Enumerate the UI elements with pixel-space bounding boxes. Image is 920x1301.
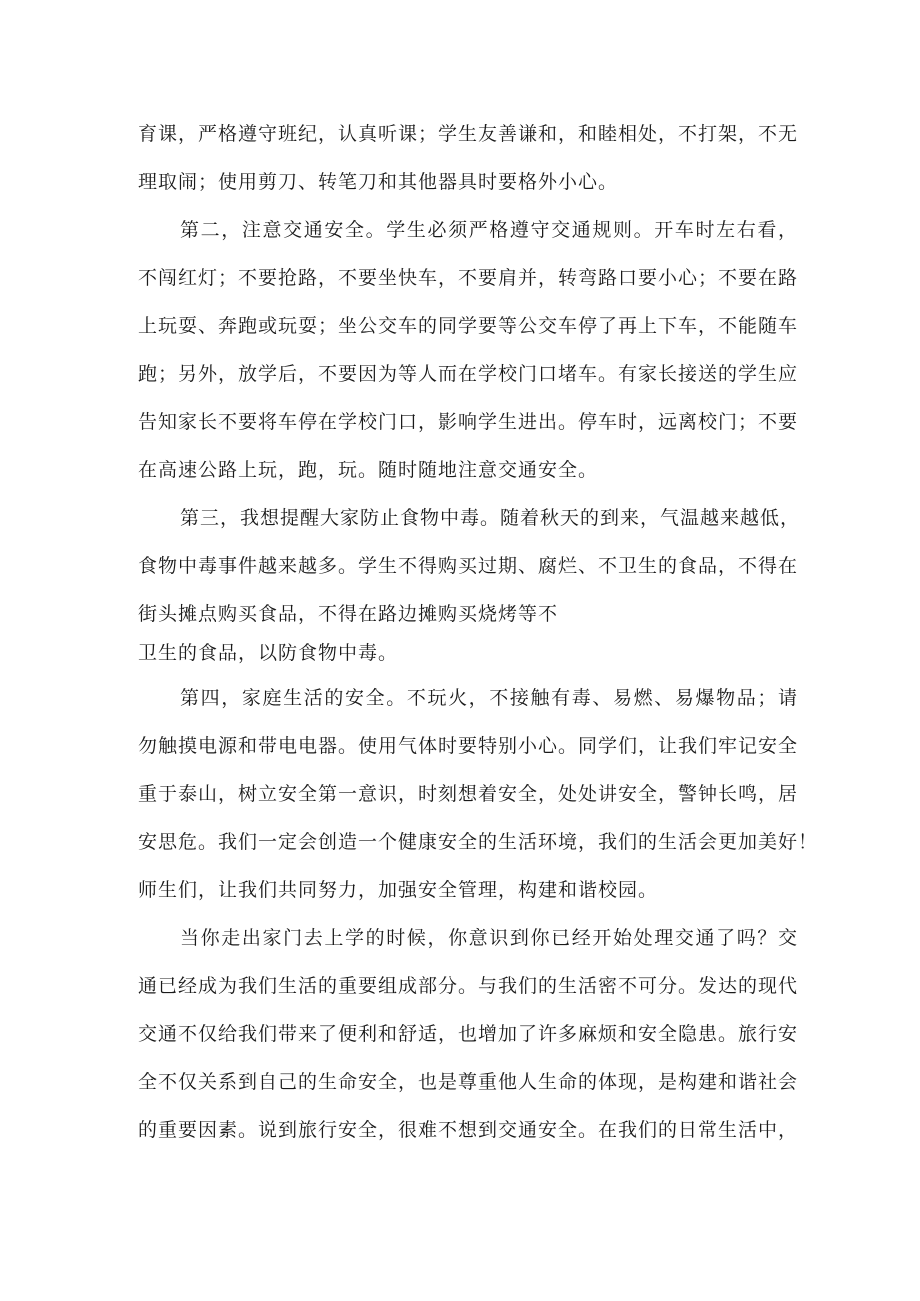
text-line: 安思危。我们一定会创造一个健康安全的生活环境，我们的生活会更加美好！: [138, 831, 819, 853]
text-line: 交通不仅给我们带来了便利和舒适，也增加了许多麻烦和安全隐患。旅行安: [138, 1023, 799, 1045]
text-line: 理取闹；使用剪刀、转笔刀和其他器具时要格外小心。: [138, 171, 619, 193]
text-line: 街头摊点购买食品，不得在路边摊购买烧烤等不: [138, 603, 559, 625]
text-line: 育课，严格遵守班纪，认真听课；学生友善谦和，和睦相处，不打架，不无: [138, 123, 799, 145]
text-line: 卫生的食品，以防食物中毒。: [138, 642, 399, 664]
paragraph-traffic-safety: [138, 206, 798, 494]
text-line: 上玩耍、奔跑或玩耍；坐公交车的同学要等公交车停了再上下车，不能随车: [138, 315, 799, 337]
text-line: 在高速公路上玩，跑，玩。随时随地注意交通安全。: [138, 459, 599, 481]
paragraph-class-discipline: [138, 110, 798, 206]
text-line: 跑；另外，放学后，不要因为等人而在学校门口堵车。有家长接送的学生应: [138, 363, 799, 385]
text-line: 食物中毒事件越来越多。学生不得购买过期、腐烂、不卫生的食品，不得在: [138, 555, 799, 577]
paragraph-home-safety: [138, 674, 819, 914]
document-body: [138, 110, 819, 1154]
text-line: 第二，注意交通安全。学生必须严格遵守交通规则。开车时左右看，: [180, 219, 798, 241]
text-line: 第四，家庭生活的安全。不玩火，不接触有毒、易燃、易爆物品；请: [180, 687, 798, 709]
text-line: 勿触摸电源和带电电器。使用气体时要特别小心。同学们，让我们牢记安全: [138, 735, 799, 757]
text-line: 告知家长不要将车停在学校门口，影响学生进出。停车时，远离校门；不要: [138, 411, 799, 433]
text-line: 重于泰山，树立安全第一意识，时刻想着安全，处处讲安全，警钟长鸣，居: [138, 783, 799, 805]
text-line: 通已经成为我们生活的重要组成部分。与我们的生活密不可分。发达的现代: [138, 975, 799, 997]
text-line: 不闯红灯；不要抢路，不要坐快车，不要肩并，转弯路口要小心；不要在路: [138, 267, 799, 289]
text-line: 全不仅关系到自己的生命安全，也是尊重他人生命的体现，是构建和谐社会: [138, 1071, 799, 1093]
text-line: 师生们，让我们共同努力，加强安全管理，构建和谐校园。: [138, 879, 659, 901]
text-line: 的重要因素。说到旅行安全，很难不想到交通安全。在我们的日常生活中，: [138, 1119, 799, 1141]
text-line: 第三，我想提醒大家防止食物中毒。随着秋天的到来，气温越来越低，: [180, 507, 801, 529]
paragraph-travel-safety: [138, 914, 798, 1154]
paragraph-food-poisoning: [138, 494, 801, 668]
text-line: 当你走出家门去上学的时候，你意识到你已经开始处理交通了吗？交: [180, 927, 798, 949]
